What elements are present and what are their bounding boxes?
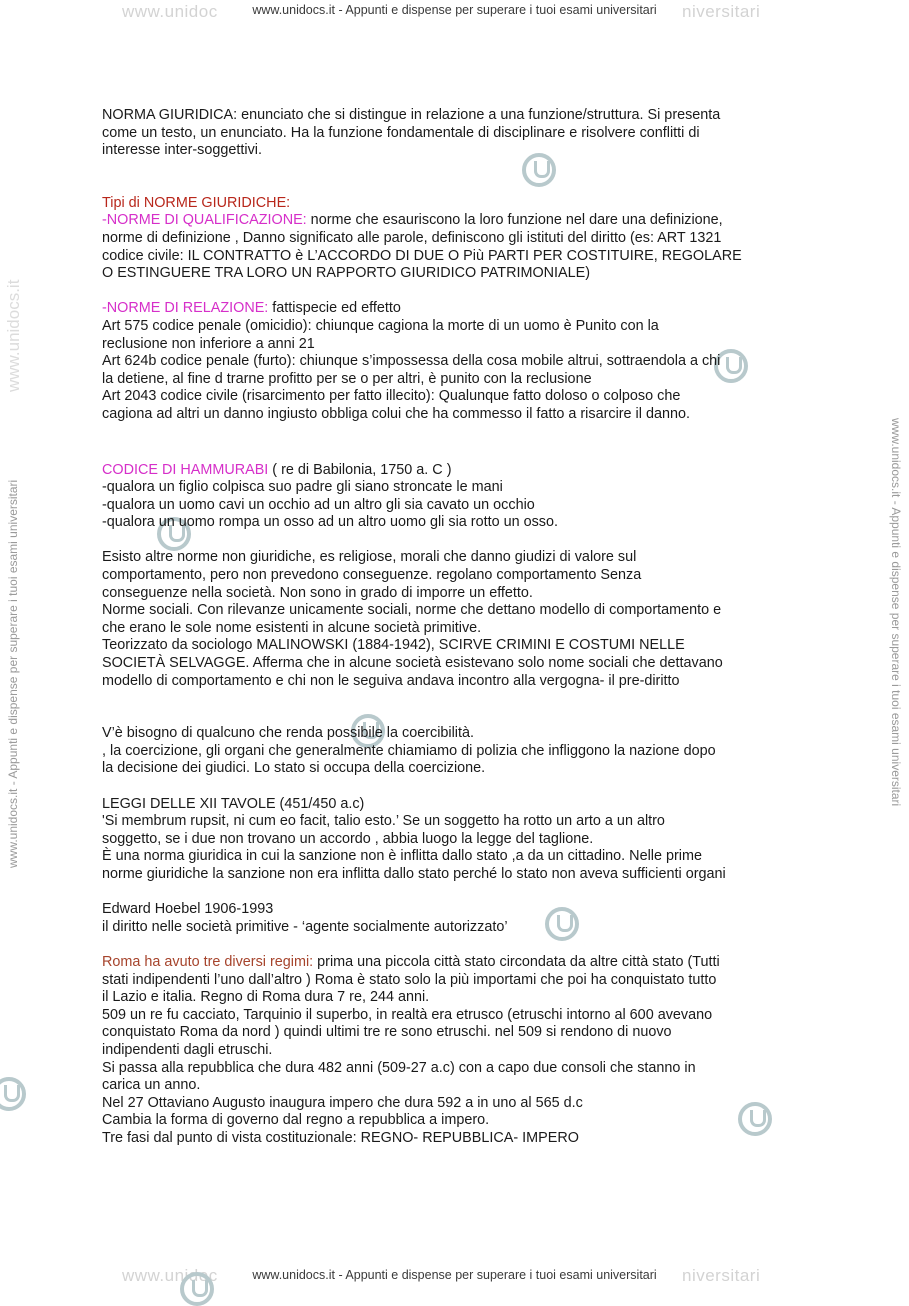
text: ( re di Babilonia, 1750 a. C ) [268,461,452,478]
text-line: il Lazio e italia. Regno di Roma dura 7 re, 244 anni. [102,989,430,1006]
left-side-ghost: www.unidocs.it [4,279,23,392]
text-line: 'Si membrum rupsit, ni cum eo facit, talio esto.’ Se un soggetto ha rotto un arto a un altro [102,813,665,830]
paragraph [102,954,812,972]
text-line: il diritto nelle società primitive - ‘agente socialmente autorizzato’ [102,918,508,935]
unidocs-logo-icon [180,1272,214,1306]
text-line: Teorizzato da sociologo MALINOWSKI (1884-1942), SCIRVE CRIMINI E COSTUMI NELLE [102,637,685,654]
text-line: codice civile: IL CONTRATTO è L’ACCORDO DI DUE O Più PARTI PER COSTITUIRE, REGOLARE [102,247,742,264]
text-line: conquistato Roma da nord ) quindi ultimi tre re sono etruschi. nel 509 si rendono di nuovo [102,1024,672,1041]
text-line: la decisione dei giudici. Lo stato si occupa della coercizione. [102,760,486,777]
text-line: soggetto, se i due non trovano un accordo , abbia luogo la legge del taglione. [102,830,594,847]
right-side-watermark: www.unidocs.it - Appunti e dispense per superare i tuoi esami universitari [889,418,903,807]
text-line: Art 2043 codice civile (risarcimento per fatto illecito): Qualunque fatto doloso o colposo che [102,388,681,405]
text-line: comportamento, pero non prevedono conseguenze. regolano comportamento Senza [102,567,642,584]
paragraph [102,107,812,125]
text-line: carica un anno. [102,1077,201,1094]
footer-ghost-right: niversitari [682,1266,761,1285]
term-label: -NORME DI RELAZIONE: [102,300,269,317]
document-body [102,107,812,1147]
text-line: reclusione non inferiore a anni 21 [102,335,315,352]
term-label: CODICE DI HAMMURABI [102,461,269,478]
text-line: È una norma giuridica in cui la sanzione non è inflitta dallo stato ,a da un cittadino. Nelle prime [102,848,702,865]
text-line: Edward Hoebel 1906-1993 [102,901,274,918]
term-label: Roma ha avuto tre diversi regimi: [102,953,314,970]
text-line: SOCIETÀ SELVAGGE. Afferma che in alcune società esistevano solo nome sociali che dettavano [102,655,723,672]
section-heading: Tipi di NORME GIURIDICHE: [102,194,291,211]
header-ghost-right: niversitari [682,2,761,21]
text-line: Si passa alla repubblica che dura 482 anni (509-27 a.c) con a capo due consoli che stanno in [102,1059,696,1076]
footer-ghost-left: www.unidoc [122,1266,218,1285]
text-line: Norme sociali. Con rilevanze unicamente sociali, norme che dettano modello di comportamento e [102,602,722,619]
text-line: Art 575 codice penale (omicidio): chiunque cagiona la morte di un uomo è Punito con la [102,317,659,334]
paragraph [102,462,812,480]
text-line: -qualora un uomo cavi un occhio ad un altro gli sia cavato un occhio [102,496,535,513]
text-line: modello di comportamento e chi non le seguiva andava incontro alla vergogna- il pre-diritto [102,672,680,689]
text: fattispecie ed effetto [268,300,401,317]
text-line: V’è bisogno di qualcuno che renda possibile la coercibilità. [102,725,474,742]
text-line: Tre fasi dal punto di vista costituzionale: REGNO- REPUBBLICA- IMPERO [102,1129,579,1146]
text-line: Art 624b codice penale (furto): chiunque s’impossessa della cosa mobile altrui, sottraendola a chi [102,353,721,370]
text-line: interesse inter-soggettivi. [102,142,262,159]
text: prima una piccola città stato circondata da altre città stato (Tutti [313,953,720,970]
text-line: Esisto altre norme non giuridiche, es religiose, morali che danno giudizi di valore sul [102,549,637,566]
text-line: LEGGI DELLE XII TAVOLE (451/450 a.c) [102,795,365,812]
text-line: la detiene, al fine d trarne profitto per se o per altri, è punito con la reclusione [102,370,592,387]
text-line: indipendenti dagli etruschi. [102,1041,273,1058]
paragraph [102,212,812,230]
text-line: cagiona ad altri un danno ingiusto obbliga colui che ha commesso il fatto a risarcire il danno. [102,405,690,422]
unidocs-logo-icon [0,1077,26,1111]
page-header-watermark[interactable]: www.unidocs.it - Appunti e dispense per superare i tuoi esami universitari [252,3,657,17]
term-label: NORMA GIURIDICA [102,107,234,123]
text-line: norme di definizione , Danno significato alle parole, definiscono gli istituti del diritto (es: ART 1321 [102,229,722,246]
text-line: 509 un re fu cacciato, Tarquinio il superbo, in realtà era etrusco (etruschi intorno al 600 avevano [102,1006,713,1023]
left-side-watermark: www.unidocs.it - Appunti e dispense per superare i tuoi esami universitari [6,479,20,868]
page-footer-watermark[interactable]: www.unidocs.it - Appunti e dispense per superare i tuoi esami universitari [252,1268,657,1282]
text-line: -qualora un figlio colpisca suo padre gli siano stroncate le mani [102,479,503,496]
term-label: -NORME DI QUALIFICAZIONE: [102,212,307,229]
text-line: come un testo, un enunciato. Ha la funzione fondamentale di disciplinare e risolvere conflitti di [102,124,700,141]
text-line: stati indipendenti l’uno dall’altro ) Roma è stato solo la più importami che poi ha conquistato tutto [102,971,717,988]
text-line: O ESTINGUERE TRA LORO UN RAPPORTO GIURIDICO PATRIMONIALE) [102,265,591,282]
text-line: che erano le sole nome esistenti in alcune società primitive. [102,619,482,636]
text-line: Cambia la forma di governo dal regno a repubblica a impero. [102,1112,490,1129]
text: norme che esauriscono la loro funzione nel dare una definizione, [306,212,723,229]
header-ghost-left: www.unidoc [122,2,218,21]
text-line: , la coercizione, gli organi che generalmente chiamiamo di polizia che infliggono la nazione dopo [102,742,716,759]
text: : enunciato che si distingue in relazione a una funzione/struttura. Si presenta [233,107,721,123]
text-line: conseguenze nella società. Non sono in grado di imporre un effetto. [102,584,533,601]
text-line: -qualora un uomo rompa un osso ad un altro uomo gli sia rotto un osso. [102,514,558,531]
paragraph [102,300,812,318]
text-line: Nel 27 Ottaviano Augusto inaugura impero che dura 592 a in uno al 565 d.c [102,1094,583,1111]
text-line: norme giuridiche la sanzione non era inflitta dallo stato perché lo stato non aveva sufficienti organi [102,865,726,882]
